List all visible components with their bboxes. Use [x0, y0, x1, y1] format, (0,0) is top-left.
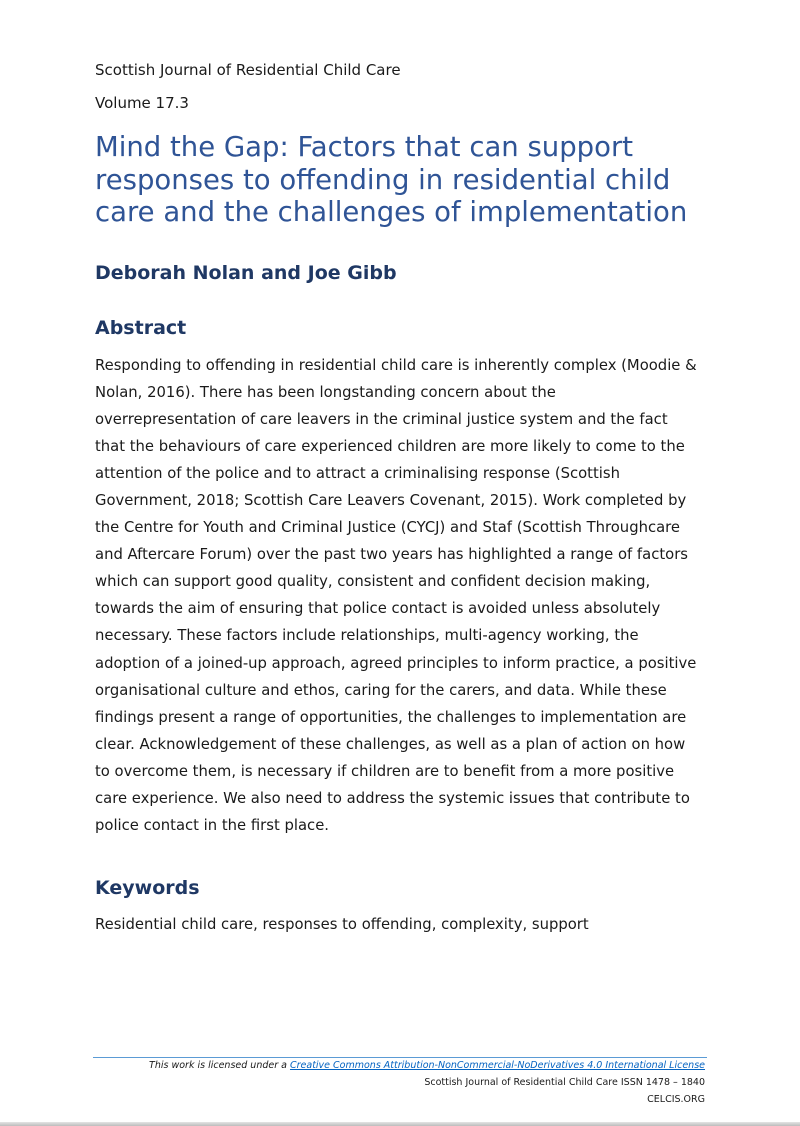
license-notice — [149, 1059, 705, 1073]
abstract-line: adoption of a joined-up approach, agreed principles to inform practice, a positive — [95, 654, 697, 672]
keywords-text: Residential child care, responses to offending, complexity, support — [95, 916, 589, 933]
publisher-site: CELCIS.ORG — [647, 1094, 705, 1105]
abstract-paragraph — [95, 352, 697, 839]
page-edge — [0, 1122, 800, 1126]
abstract-line: organisational culture and ethos, caring for the carers, and data. While these — [95, 681, 667, 699]
abstract-line: that the behaviours of care experienced children are more likely to come to the — [95, 438, 685, 456]
abstract-line: police contact in the first place. — [95, 816, 329, 834]
abstract-line: to overcome them, is necessary if children are to benefit from a more positive — [95, 762, 675, 780]
journal-name: Scottish Journal of Residential Child Care — [95, 61, 401, 79]
abstract-line: attention of the police and to attract a criminalising response (Scottish — [95, 465, 620, 483]
abstract-line: necessary. These factors include relationships, multi-agency working, the — [95, 627, 639, 645]
abstract-line: and Aftercare Forum) over the past two years has highlighted a range of factors — [95, 546, 688, 564]
abstract-line: Government, 2018; Scottish Care Leavers Covenant, 2015). Work completed by — [95, 492, 687, 510]
abstract-line: clear. Acknowledgement of these challenges, as well as a plan of action on how — [95, 735, 686, 753]
title-line: care and the challenges of implementation — [95, 196, 688, 228]
journal-volume: Volume 17.3 — [95, 94, 189, 112]
keywords-heading: Keywords — [95, 877, 200, 899]
abstract-heading: Abstract — [95, 317, 187, 339]
abstract-line: findings present a range of opportunities, the challenges to implementation are — [95, 708, 687, 726]
abstract-line: towards the aim of ensuring that police contact is avoided unless absolutely — [95, 600, 661, 618]
abstract-line: the Centre for Youth and Criminal Justice (CYCJ) and Staf (Scottish Throughcare — [95, 519, 681, 537]
article-title — [95, 131, 687, 229]
journal-issn: Scottish Journal of Residential Child Care ISSN 1478 – 1840 — [424, 1077, 705, 1088]
footer-divider — [93, 1057, 707, 1058]
abstract-line: care experience. We also need to address the systemic issues that contribute to — [95, 789, 690, 807]
abstract-line: Nolan, 2016). There has been longstanding concern about the — [95, 384, 556, 402]
title-line: responses to offending in residential child — [95, 163, 671, 196]
license-link[interactable]: Creative Commons Attribution-NonCommercial-NoDerivatives 4.0 International License — [289, 1060, 705, 1071]
abstract-line: which can support good quality, consistent and confident decision making, — [95, 573, 651, 591]
abstract-line: overrepresentation of care leavers in the criminal justice system and the fact — [95, 411, 668, 429]
article-authors: Deborah Nolan and Joe Gibb — [95, 262, 397, 284]
license-prefix: This work is licensed under a — [149, 1060, 290, 1071]
title-line: Mind the Gap: Factors that can support — [95, 131, 634, 163]
abstract-line: Responding to offending in residential child care is inherently complex (Moodie & — [95, 357, 697, 374]
